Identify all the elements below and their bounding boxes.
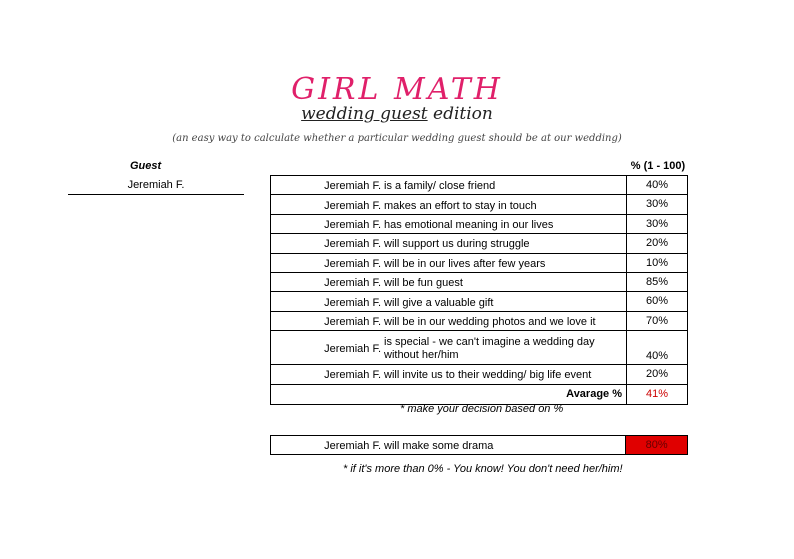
row-guest-name: Jeremiah F. [324, 369, 381, 382]
subtitle-underlined: wedding guest [301, 104, 428, 124]
tagline: (an easy way to calculate whether a particular wedding guest should be at our wedding) [172, 133, 622, 144]
page-title: GIRL MATH [291, 72, 503, 107]
row-statement: is a family/ close friend [384, 180, 496, 193]
row-statement: is special - we can't imagine a wedding day without her/him [384, 336, 595, 362]
decision-note: * make your decision based on % [400, 403, 564, 415]
row-guest-name: Jeremiah F. [324, 277, 381, 290]
row-guest-name: Jeremiah F. [324, 343, 381, 356]
row-percent-cell[interactable]: 40% [627, 331, 688, 365]
row-statement: will give a valuable gift [384, 296, 494, 309]
row-guest-name: Jeremiah F. [324, 218, 381, 231]
row-guest-name: Jeremiah F. [324, 238, 381, 251]
average-row [271, 384, 688, 404]
page-subtitle [0, 104, 794, 124]
criteria-table [270, 175, 688, 405]
row-statement: will be fun guest [384, 277, 463, 290]
row-percent-cell[interactable]: 85% [627, 272, 688, 291]
row-percent-cell[interactable]: 40% [627, 176, 688, 195]
row-guest-name: Jeremiah F. [324, 257, 381, 270]
row-percent-cell[interactable]: 30% [627, 214, 688, 233]
guest-column-header: Guest [130, 160, 162, 172]
table-row [271, 234, 688, 253]
table-row [271, 311, 688, 330]
table-row [271, 176, 688, 195]
average-label: Avarage % [271, 384, 627, 404]
row-guest-name: Jeremiah F. [324, 296, 381, 309]
row-statement: will invite us to their wedding/ big life event [384, 369, 592, 382]
guest-name[interactable]: Jeremiah F. [68, 179, 244, 195]
table-row [271, 331, 688, 365]
drama-row [271, 436, 688, 455]
row-percent-cell[interactable]: 70% [627, 311, 688, 330]
table-row [271, 253, 688, 272]
drama-percent-cell[interactable]: 80% [626, 436, 688, 455]
drama-guest-name: Jeremiah F. [324, 440, 381, 452]
drama-note: * if it's more than 0% - You know! You don't need her/him! [343, 463, 623, 475]
row-guest-name: Jeremiah F. [324, 315, 381, 328]
row-percent-cell[interactable]: 20% [627, 365, 688, 384]
row-percent-cell[interactable]: 20% [627, 234, 688, 253]
row-statement: makes an effort to stay in touch [384, 199, 537, 212]
row-percent-cell[interactable]: 10% [627, 253, 688, 272]
table-row [271, 195, 688, 214]
row-percent-cell[interactable]: 30% [627, 195, 688, 214]
table-row [271, 365, 688, 384]
row-statement: will be in our lives after few years [384, 257, 546, 270]
table-row [271, 292, 688, 311]
row-statement: will be in our wedding photos and we love it [384, 315, 596, 328]
row-statement: will support us during struggle [384, 238, 530, 251]
row-percent-cell[interactable]: 60% [627, 292, 688, 311]
row-guest-name: Jeremiah F. [324, 180, 381, 193]
drama-table [270, 435, 688, 455]
table-row [271, 214, 688, 233]
drama-statement: will make some drama [384, 440, 494, 452]
subtitle-rest: edition [427, 104, 493, 124]
percent-column-header: % (1 - 100) [630, 160, 686, 172]
table-row [271, 272, 688, 291]
average-value: 41% [627, 384, 688, 404]
row-statement: has emotional meaning in our lives [384, 218, 554, 231]
row-guest-name: Jeremiah F. [324, 199, 381, 212]
